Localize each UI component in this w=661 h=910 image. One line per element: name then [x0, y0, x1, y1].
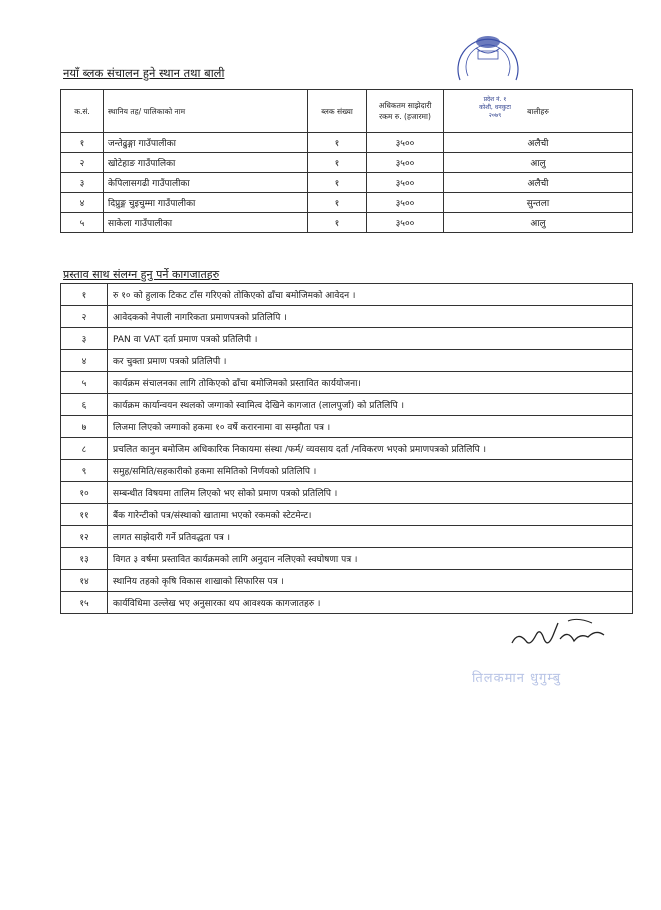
- seal-year: २०७९: [488, 112, 502, 119]
- list-item: [61, 416, 633, 438]
- list-item: [61, 548, 633, 570]
- row-amount: ३५००: [367, 153, 444, 173]
- item-number: ६: [61, 394, 108, 416]
- item-number: ३: [61, 328, 108, 350]
- section1-title: नयाँ ब्लक संचालन हुने स्थान तथा बाली: [63, 66, 225, 80]
- item-number: १०: [61, 482, 108, 504]
- item-text: बैंक गारेन्टीको पत्र/संस्थाको खातामा भएको रकमको स्टेटमेन्ट।: [108, 504, 633, 526]
- item-text: प्रचलित कानुन बमोजिम अधिकारिक निकायमा संस्था /फर्म/ व्यवसाय दर्ता /नविकरण भएको प्रमाणपत्रको प्रतिलिपि ।: [108, 438, 633, 460]
- item-number: ११: [61, 504, 108, 526]
- table-row: [61, 213, 633, 233]
- signature-icon: [508, 613, 608, 658]
- table-row: [61, 153, 633, 173]
- seal-line-2: कोशी, धनकुटा: [479, 104, 511, 111]
- row-sn: ४: [61, 193, 104, 213]
- row-name: खोटेहाङ गाउँपालिका: [104, 153, 308, 173]
- item-number: ४: [61, 350, 108, 372]
- item-text: सम्बन्धीत विषयमा तालिम लिएको भए सोको प्रमाण पत्रको प्रतिलिपि ।: [108, 482, 633, 504]
- section2-title: प्रस्ताव साथ संलग्न हुनु पर्ने कागजातहरु: [63, 268, 220, 281]
- documents-table: [60, 283, 633, 614]
- list-item: [61, 328, 633, 350]
- item-text: लागत साझेदारी गर्ने प्रतिवद्धता पत्र ।: [108, 526, 633, 548]
- item-number: ७: [61, 416, 108, 438]
- header-sn: क.सं.: [61, 90, 104, 133]
- row-name: केपिलासगढी गाउँपालीका: [104, 173, 308, 193]
- row-sn: ५: [61, 213, 104, 233]
- list-item: [61, 460, 633, 482]
- list-item: [61, 372, 633, 394]
- signatory-name: तिलकमान धुगुम्बु: [472, 671, 562, 686]
- item-number: २: [61, 306, 108, 328]
- row-block: १: [308, 213, 367, 233]
- item-number: १: [61, 284, 108, 306]
- table-header-row: [61, 90, 633, 133]
- row-amount: ३५००: [367, 213, 444, 233]
- item-text: कार्यक्रम संचालनका लागि तोकिएको ढाँचा बमोजिमको प्रस्तावित कार्ययोजना।: [108, 372, 633, 394]
- list-item: [61, 438, 633, 460]
- list-item: [61, 350, 633, 372]
- item-number: ९: [61, 460, 108, 482]
- list-item: [61, 504, 633, 526]
- row-block: १: [308, 153, 367, 173]
- list-item: [61, 306, 633, 328]
- table-row: [61, 133, 633, 153]
- row-sn: १: [61, 133, 104, 153]
- item-number: ५: [61, 372, 108, 394]
- header-crop: बालीहरु: [444, 90, 633, 133]
- header-block: ब्लक संख्या: [308, 90, 367, 133]
- row-crop: अलैची: [444, 173, 633, 193]
- row-name: जन्तेढुङ्गा गाउँपालीका: [104, 133, 308, 153]
- row-amount: ३५००: [367, 133, 444, 153]
- row-block: १: [308, 133, 367, 153]
- table-row: [61, 173, 633, 193]
- list-item: [61, 570, 633, 592]
- block-location-table: [60, 89, 633, 233]
- list-item: [61, 482, 633, 504]
- item-text: समुह/समिति/सहकारीको हकमा समितिको निर्णयको प्रतिलिपि ।: [108, 460, 633, 482]
- item-number: १५: [61, 592, 108, 614]
- row-name: साकेला गाउँपालीका: [104, 213, 308, 233]
- row-sn: २: [61, 153, 104, 173]
- row-crop: सुन्तला: [444, 193, 633, 213]
- list-item: [61, 592, 633, 614]
- list-item: [61, 526, 633, 548]
- seal-line-1: प्रदेश नं. १: [483, 96, 507, 103]
- item-text: कार्यक्रम कार्यान्वयन स्थलको जग्गाको स्वामित्व देखिने कागजात (लालपुर्जा) को प्रतिलिपि ।: [108, 394, 633, 416]
- item-text: लिजमा लिएको जग्गाको हकमा १० वर्षे करारनामा वा सम्झौता पत्र ।: [108, 416, 633, 438]
- item-number: १२: [61, 526, 108, 548]
- row-crop: आलु: [444, 153, 633, 173]
- item-text: आवेदकको नेपाली नागरिकता प्रमाणपत्रको प्रतिलिपि ।: [108, 306, 633, 328]
- item-text: स्थानिय तहको कृषि विकास शाखाको सिफारिस पत्र ।: [108, 570, 633, 592]
- row-amount: ३५००: [367, 173, 444, 193]
- list-item: [61, 284, 633, 306]
- row-block: १: [308, 173, 367, 193]
- item-text: PAN वा VAT दर्ता प्रमाण पत्रको प्रतिलिपी ।: [108, 328, 633, 350]
- table-row: [61, 193, 633, 213]
- row-crop: आलु: [444, 213, 633, 233]
- item-text: कार्यविधिमा उल्लेख भए अनुसारका थप आवश्यक कागजातहरु ।: [108, 592, 633, 614]
- item-text: रु १० को हुलाक टिकट टाँस गरिएको तोकिएको ढाँचा बमोजिमको आवेदन ।: [108, 284, 633, 306]
- item-number: १४: [61, 570, 108, 592]
- row-crop: अलैची: [444, 133, 633, 153]
- header-name: स्थानिय तह/ पालिकाको नाम: [104, 90, 308, 133]
- item-number: ८: [61, 438, 108, 460]
- row-amount: ३५००: [367, 193, 444, 213]
- row-sn: ३: [61, 173, 104, 193]
- item-text: विगत ३ वर्षमा प्रस्तावित कार्यक्रमको लागि अनुदान नलिएको स्वघोषणा पत्र ।: [108, 548, 633, 570]
- row-name: दिप्रुङ्ग चुइचुम्मा गाउँपालीका: [104, 193, 308, 213]
- row-block: १: [308, 193, 367, 213]
- item-number: १३: [61, 548, 108, 570]
- item-text: कर चुक्ता प्रमाण पत्रको प्रतिलिपी ।: [108, 350, 633, 372]
- header-amount: अधिकतम साझेदारी रकम रु. (हजारमा): [367, 90, 444, 133]
- list-item: [61, 394, 633, 416]
